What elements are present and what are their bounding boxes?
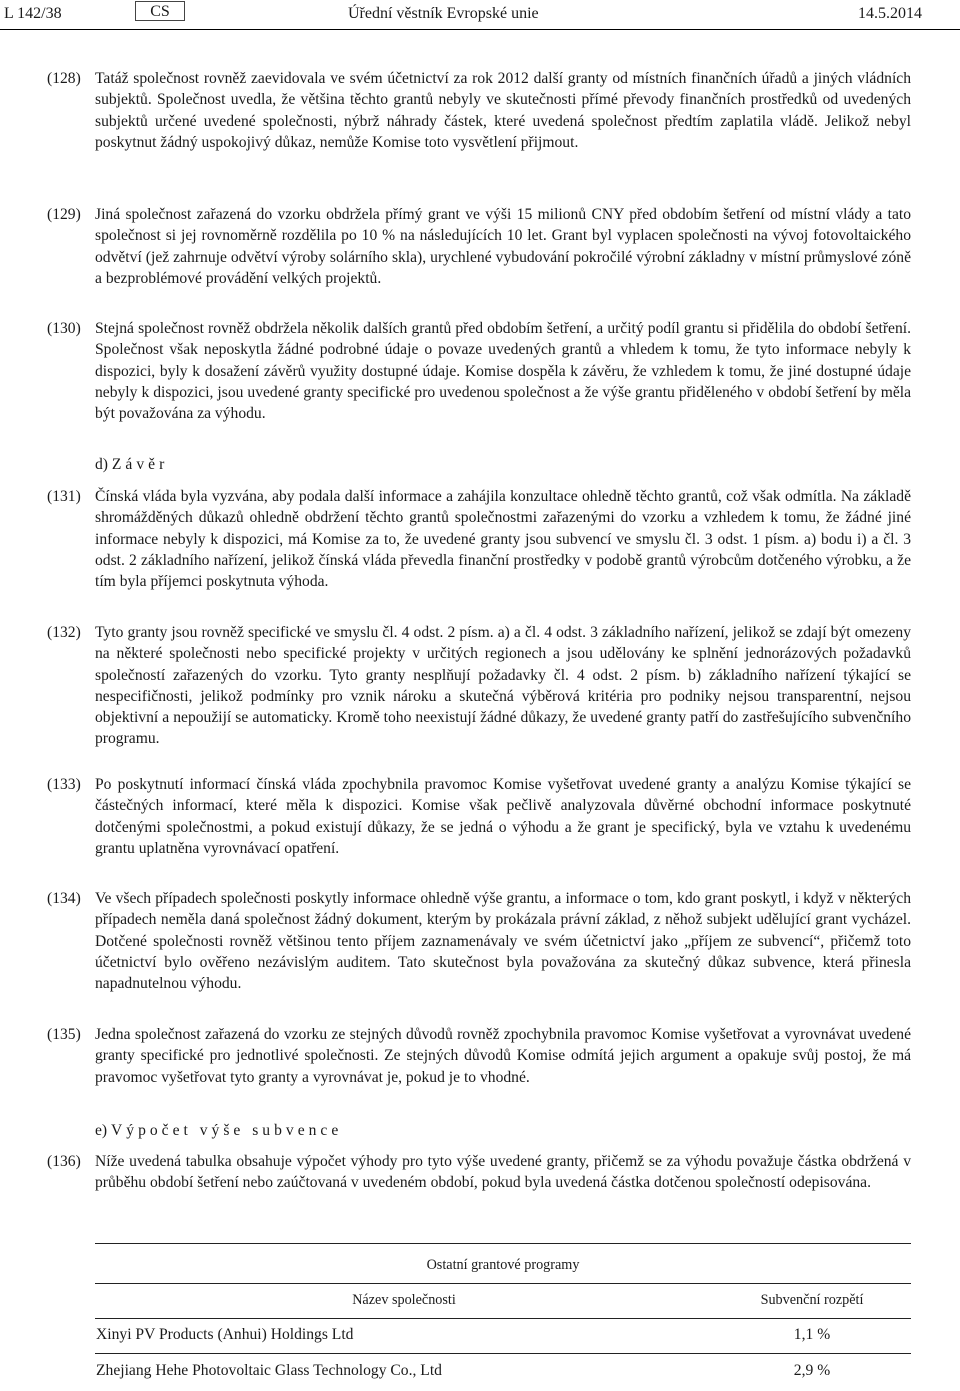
header-rule [0, 29, 960, 30]
paragraph-number: (133) [47, 776, 81, 793]
paragraph-text: Jedna společnost zařazená do vzorku ze stejných důvodů rovněž zpochybnila pravomoc Komise vyšetřovat a vyrovnávat uvedené granty specifické pro jednotlivé společnosti. Ze stejných důvodů Komise odmítá jejich argument a opakuje svůj postoj, že má pravomoc vyšetřovat tyto granty a vyrovnávat je, pokud je to vhodné. [95, 1026, 911, 1086]
journal-title: Úřední věstník Evropské unie [348, 5, 539, 22]
language-badge: CS [135, 1, 185, 21]
subheading-letter: d) [95, 456, 108, 473]
table-rule-row [95, 1353, 911, 1354]
subheading-letter: e) [95, 1122, 108, 1139]
subheading-d [95, 454, 168, 475]
paragraph-number: (129) [47, 206, 81, 223]
subheading-title: Výpočet výše subvence [111, 1122, 343, 1139]
paragraph-number: (132) [47, 624, 81, 641]
paragraph-text: Čínská vláda byla vyzvána, aby podala další informace a zahájila konzultace ohledně těchto grantů, což však odmítla. Na základě shromážděných důkazů ohledně obdržení těchto grantů společnostmi zařazenými do vzorku a vzhledem k tomu, že žádné jiné informace nebyly k dispozici, má Komise za to, že uvedené granty jsou subvencí ve smyslu čl. 3 odst. 1 písm. a) bodu i) a čl. 3 odst. 2 základního nařízení, jelikož čínská vláda převedla finanční prostředky v podobě grantů výrobcům dotčeného výrobku, a že tím byla příjemci poskytnuta výhoda. [95, 488, 911, 591]
page-number: L 142/38 [4, 5, 62, 22]
paragraph-text: Jiná společnost zařazená do vzorku obdržela přímý grant ve výši 15 milionů CNY před obdobím šetření od místní vlády a tato společnost si jej rovnoměrně rozdělila po 10 % na následujících 10 let. Grant byl vyplacen společnosti na vývoj fotovoltaického odvětví (jež zahrnuje odvětví výroby solárního skla), urychlené vybudování pokročilé výrobní základny v místní průmyslové zóně a bezproblémové provádění velkých projektů. [95, 206, 911, 287]
table-row-rate: 1,1 % [793, 1326, 831, 1343]
paragraph-number: (134) [47, 890, 81, 907]
subheading-e [95, 1120, 342, 1141]
publication-date: 14.5.2014 [858, 5, 922, 22]
table-header-rate: Subvenční rozpětí [760, 1292, 864, 1308]
paragraph-text: Stejná společnost rovněž obdržela několik dalších grantů před obdobím šetření, a určitý podíl grantu si přidělila do období šetření. Společnost však neposkytla žádné podrobné údaje o povaze uvedených grantů a vhledem k tomu, že tyto informace nebyly k dispozici, byly k dosažení závěrů využity dostupné údaje. Komise dospěla k závěru, že vzhledem k tomu, že jiné dostupné údaje nebyly k dispozici, jsou uvedené granty specifické pro uvedenou společnost a že výše grantu přiděleného v období šetření by měla být považována za výhodu. [95, 320, 911, 423]
subheading-title: Závěr [111, 456, 169, 473]
paragraph-number: (128) [47, 70, 81, 87]
paragraph-text: Tatáž společnost rovněž zaevidovala ve svém účetnictví za rok 2012 další granty od místních finančních úřadů a jiných vládních subjektů. Společnost uvedla, že většina těchto grantů nebyly ve skutečnosti přímé převody finančních prostředků od uvedených subjektů určené uvedené společnosti, nýbrž náhrady částek, které uvedená společnost předtím zaplatila vládě. Jelikož nebyl poskytnut žádný uspokojivý důkaz, nemůže Komise toto vysvětlení přijmout. [95, 70, 911, 151]
paragraph-number: (135) [47, 1026, 81, 1043]
table-rule-header [95, 1318, 911, 1319]
paragraph-text: Ve všech případech společnosti poskytly informace ohledně výše grantu, a informace o tom, kdo grant poskytl, i když v některých případech neměla daná společnost žádný dokument, kterým by prokázala právní základ, z něhož subjekt udělující grant vycházel. Dotčené společnosti rovněž většinou tento příjem zaznamenávaly ve svém účetnictví jako „příjem ze subvencí“, přičemž toto účetnictví bylo ověřeno nezávislým auditem. Tato skutečnost byla považována za skutečný důkaz subvence, která přinesla napadnutelnou výhodu. [95, 890, 911, 993]
page-header [0, 0, 960, 30]
paragraph-text: Níže uvedená tabulka obsahuje výpočet výhody pro tyto výše uvedené granty, přičemž se za výhodu považuje částka obdržená v průběhu období šetření nebo zaúčtovaná v uvedeném období, pokud byla uvedená částka dotčenou společností odepisována. [95, 1153, 911, 1192]
table-rule-top [95, 1243, 911, 1244]
table-header-company: Název společnosti [352, 1292, 456, 1308]
paragraph-number: (130) [47, 320, 81, 337]
paragraph-text: Po poskytnutí informací čínská vláda zpochybnila pravomoc Komise vyšetřovat uvedené granty a analýzu Komise týkající se částečných informací, které měla k dispozici. Komise však pečlivě analyzovala důvěrné obchodní informace poskytnuté dotčenými společnostmi, a pokud existují důkazy, že se jedná o výhodu a že grant je specifický, byla ve vztahu k uvedenému grantu uplatněna vyrovnávací opatření. [95, 776, 911, 857]
table-row-company: Xinyi PV Products (Anhui) Holdings Ltd [96, 1326, 354, 1343]
table-row-rate: 2,9 % [793, 1362, 831, 1379]
table-caption: Ostatní grantové programy [426, 1257, 580, 1273]
paragraph-number: (131) [47, 488, 81, 505]
paragraph-text: Tyto granty jsou rovněž specifické ve smyslu čl. 4 odst. 2 písm. a) a čl. 4 odst. 3 základního nařízení, jelikož se zdají být omezeny na některé společnosti nebo specifické projekty v určitých regionech a jsou udělovány ke splnění jednorázových požadavků společností zařazených do vzorku. Tyto granty nesplňují požadavky čl. 4 odst. 2 písm. b) základního nařízení týkající se nespecifičnosti, jelikož podmínky pro vznik nároku a skutečná výběrová kritéria pro podniky nejsou transparentní, nejsou objektivní a nepoužijí se automaticky. Kromě toho neexistují žádné důkazy, že uvedené granty patří do zastřešujícího subvenčního programu. [95, 624, 911, 748]
table-row-company: Zhejiang Hehe Photovoltaic Glass Technology Co., Ltd [96, 1362, 442, 1379]
paragraph-number: (136) [47, 1153, 81, 1170]
table-rule-caption [95, 1283, 911, 1284]
